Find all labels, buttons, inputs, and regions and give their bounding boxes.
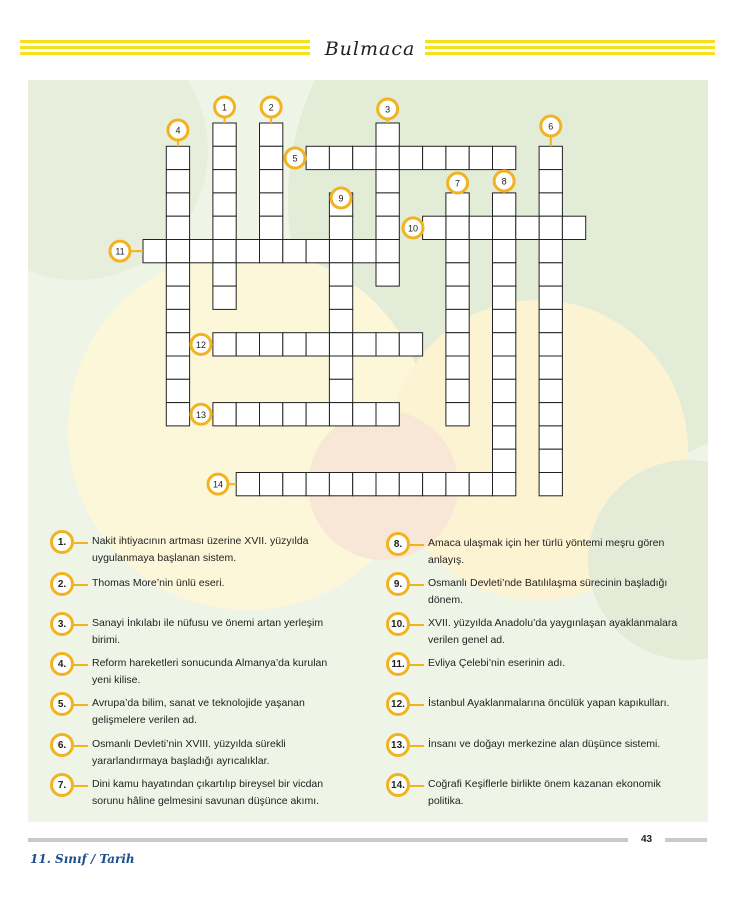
grid-cell[interactable]	[376, 146, 399, 169]
clue-item	[50, 773, 347, 810]
grid-cell[interactable]	[469, 473, 492, 496]
clue-tick	[74, 624, 88, 626]
clue-tick	[410, 785, 424, 787]
grid-cell[interactable]	[166, 193, 189, 216]
grid-cell[interactable]	[469, 146, 492, 169]
grid-cell[interactable]	[306, 403, 329, 426]
clue-badge: 13.	[386, 733, 410, 757]
grid-cell[interactable]	[260, 333, 283, 356]
grid-cell[interactable]	[236, 333, 259, 356]
grid-cell[interactable]	[516, 216, 539, 239]
grid-cell[interactable]	[376, 333, 399, 356]
grid-cell[interactable]	[539, 426, 562, 449]
grid-cell[interactable]	[539, 263, 562, 286]
grid-cell[interactable]	[423, 473, 446, 496]
grid-cell[interactable]	[562, 216, 585, 239]
grid-cell[interactable]	[213, 146, 236, 169]
clue-badge: 12.	[386, 692, 410, 716]
grid-cell[interactable]	[329, 473, 352, 496]
clue-text: Osmanlı Devleti’nin XVIII. yüzyılda sürekli yararlandırmaya başladığı ayrıcalıklar.	[92, 738, 286, 767]
grid-cell[interactable]	[166, 263, 189, 286]
clue-number: 13	[195, 409, 207, 420]
clue-number: 6	[548, 121, 554, 132]
clue-tick	[410, 584, 424, 586]
grid-cell[interactable]	[166, 286, 189, 309]
grid-cell[interactable]	[446, 240, 469, 263]
grid-cell[interactable]	[539, 146, 562, 169]
grid-cell[interactable]	[236, 403, 259, 426]
clue-tick	[74, 745, 88, 747]
clue-text: Reform hareketleri sonucunda Almanya’da kurulan yeni kilise.	[92, 657, 328, 686]
grid-cell[interactable]	[236, 473, 259, 496]
clue-item	[50, 612, 347, 649]
clue-tick	[74, 664, 88, 666]
grid-cell[interactable]	[213, 216, 236, 239]
clue-item	[50, 530, 347, 567]
clue-text: İstanbul Ayaklanmalarına öncülük yapan kapıkulları.	[428, 697, 670, 709]
grid-cell[interactable]	[539, 286, 562, 309]
grid-cell[interactable]	[353, 146, 376, 169]
grid-cell[interactable]	[260, 473, 283, 496]
grid-cell[interactable]	[306, 333, 329, 356]
grid-cell[interactable]	[399, 473, 422, 496]
clue-badge: 5.	[50, 692, 74, 716]
grid-cell[interactable]	[329, 356, 352, 379]
grid-cell[interactable]	[446, 216, 469, 239]
grid-cell[interactable]	[493, 216, 516, 239]
grid-cell[interactable]	[213, 240, 236, 263]
grid-cell[interactable]	[493, 426, 516, 449]
grid-cell[interactable]	[143, 240, 166, 263]
grid-cell[interactable]	[329, 379, 352, 402]
clue-item	[386, 652, 683, 676]
grid-cell[interactable]	[493, 286, 516, 309]
grid-cell[interactable]	[493, 240, 516, 263]
clue-text: Sanayi İnkılabı ile nüfusu ve önemi artan yerleşim birimi.	[92, 617, 324, 646]
clue-item	[386, 733, 683, 757]
clue-number: 3	[385, 104, 391, 115]
clue-text: Nakit ihtiyacının artması üzerine XVII. yüzyılda uygulanmaya başlanan sistem.	[92, 535, 309, 564]
grid-cell[interactable]	[260, 403, 283, 426]
grid-cell[interactable]	[306, 473, 329, 496]
grid-cell[interactable]	[446, 309, 469, 332]
grid-cell[interactable]	[446, 333, 469, 356]
grid-cell[interactable]	[446, 356, 469, 379]
grid-cell[interactable]	[213, 123, 236, 146]
grid-cell[interactable]	[260, 123, 283, 146]
grid-cell[interactable]	[166, 356, 189, 379]
clue-number: 1	[222, 102, 228, 113]
grid-cell[interactable]	[260, 170, 283, 193]
grid-cell[interactable]	[539, 379, 562, 402]
book-label: 11. Sınıf / Tarih	[30, 852, 135, 866]
grid-cell[interactable]	[376, 240, 399, 263]
footer-divider	[28, 838, 628, 842]
grid-cell[interactable]	[493, 449, 516, 472]
grid-cell[interactable]	[493, 193, 516, 216]
grid-cell[interactable]	[423, 216, 446, 239]
clue-badge: 10.	[386, 612, 410, 636]
grid-cell[interactable]	[353, 403, 376, 426]
grid-cell[interactable]	[283, 473, 306, 496]
clue-number: 11	[115, 246, 125, 257]
grid-cell[interactable]	[260, 240, 283, 263]
clue-badge: 4.	[50, 652, 74, 676]
grid-cell[interactable]	[260, 146, 283, 169]
grid-cell[interactable]	[539, 449, 562, 472]
clue-text: Amaca ulaşmak için her türlü yöntemi meşru gören anlayış.	[428, 537, 665, 566]
grid-cell[interactable]	[493, 146, 516, 169]
grid-cell[interactable]	[260, 193, 283, 216]
grid-cell[interactable]	[469, 216, 492, 239]
clue-badge: 1.	[50, 530, 74, 554]
grid-cell[interactable]	[353, 240, 376, 263]
grid-cell[interactable]	[376, 473, 399, 496]
clue-number: 12	[195, 339, 207, 350]
grid-cell[interactable]	[539, 356, 562, 379]
grid-cell[interactable]	[329, 263, 352, 286]
clue-item	[50, 692, 347, 729]
clue-badge: 6.	[50, 733, 74, 757]
clue-badge: 3.	[50, 612, 74, 636]
clue-item	[50, 733, 347, 770]
grid-cell[interactable]	[376, 193, 399, 216]
grid-cell[interactable]	[166, 146, 189, 169]
clue-number: 8	[501, 176, 507, 187]
clue-number: 14	[212, 479, 224, 490]
page-number: 43	[641, 834, 653, 845]
grid-cell[interactable]	[539, 193, 562, 216]
clue-text: XVII. yüzyılda Anadolu’da yaygınlaşan ayaklanmalara verilen genel ad.	[428, 617, 678, 646]
grid-cell[interactable]	[446, 403, 469, 426]
grid-cell[interactable]	[446, 193, 469, 216]
grid-cell[interactable]	[539, 170, 562, 193]
grid-cell[interactable]	[260, 216, 283, 239]
grid-cell[interactable]	[353, 473, 376, 496]
grid-cell[interactable]	[376, 263, 399, 286]
grid-cell[interactable]	[166, 240, 189, 263]
grid-cell[interactable]	[166, 379, 189, 402]
grid-cell[interactable]	[539, 216, 562, 239]
grid-cell[interactable]	[213, 170, 236, 193]
grid-cell[interactable]	[306, 146, 329, 169]
clue-number: 2	[268, 102, 274, 113]
grid-cell[interactable]	[329, 286, 352, 309]
grid-cell[interactable]	[399, 333, 422, 356]
grid-cell[interactable]	[446, 379, 469, 402]
grid-cell[interactable]	[539, 333, 562, 356]
grid-cell[interactable]	[213, 263, 236, 286]
grid-cell[interactable]	[539, 240, 562, 263]
grid-cell[interactable]	[376, 216, 399, 239]
clue-number: 5	[292, 153, 298, 164]
clue-text: Osmanlı Devleti’nde Batılılaşma sürecinin başladığı dönem.	[428, 577, 668, 606]
clue-badge: 11.	[386, 652, 410, 676]
clue-number: 4	[175, 125, 181, 136]
grid-cell[interactable]	[329, 403, 352, 426]
grid-cell[interactable]	[213, 403, 236, 426]
grid-cell[interactable]	[539, 473, 562, 496]
grid-cell[interactable]	[329, 216, 352, 239]
grid-cell[interactable]	[329, 146, 352, 169]
grid-cell[interactable]	[236, 240, 259, 263]
clue-item	[386, 532, 683, 569]
grid-cell[interactable]	[166, 333, 189, 356]
grid-cell[interactable]	[190, 240, 213, 263]
clue-item	[386, 572, 683, 609]
grid-cell[interactable]	[166, 309, 189, 332]
clue-tick	[74, 584, 88, 586]
clue-item	[386, 773, 683, 810]
clue-badge: 8.	[386, 532, 410, 556]
grid-cell[interactable]	[329, 309, 352, 332]
grid-cell[interactable]	[493, 379, 516, 402]
grid-cell[interactable]	[166, 216, 189, 239]
grid-cell[interactable]	[166, 403, 189, 426]
clue-tick	[410, 664, 424, 666]
clue-badge: 7.	[50, 773, 74, 797]
grid-cell[interactable]	[539, 403, 562, 426]
grid-cell[interactable]	[376, 170, 399, 193]
grid-cell[interactable]	[446, 286, 469, 309]
grid-cell[interactable]	[493, 356, 516, 379]
grid-cell[interactable]	[493, 403, 516, 426]
page-title: Bulmaca	[324, 38, 416, 60]
clue-text: İnsanı ve doğayı merkezine alan düşünce sistemi.	[428, 738, 661, 750]
grid-cell[interactable]	[166, 170, 189, 193]
grid-cell[interactable]	[493, 333, 516, 356]
clue-text: Dini kamu hayatından çıkartılıp bireysel bir vicdan sorunu hâline gelmesini savunan düşünce akımı.	[92, 778, 324, 807]
clue-text: Evliya Çelebi’nin eserinin adı.	[428, 657, 566, 669]
grid-cell[interactable]	[493, 473, 516, 496]
grid-cell[interactable]	[539, 309, 562, 332]
clue-tick	[410, 704, 424, 706]
grid-cell[interactable]	[329, 333, 352, 356]
grid-cell[interactable]	[446, 146, 469, 169]
clue-tick	[410, 745, 424, 747]
grid-cell[interactable]	[376, 403, 399, 426]
grid-cell[interactable]	[213, 333, 236, 356]
clue-tick	[410, 544, 424, 546]
grid-cell[interactable]	[213, 193, 236, 216]
grid-cell[interactable]	[283, 403, 306, 426]
grid-cell[interactable]	[399, 146, 422, 169]
clue-item	[386, 612, 683, 649]
clue-tick	[74, 542, 88, 544]
grid-cell[interactable]	[353, 333, 376, 356]
clue-item	[50, 572, 347, 596]
clue-badge: 9.	[386, 572, 410, 596]
clue-tick	[74, 785, 88, 787]
grid-cell[interactable]	[493, 263, 516, 286]
clue-badge: 2.	[50, 572, 74, 596]
clue-item	[386, 692, 683, 716]
grid-cell[interactable]	[446, 473, 469, 496]
grid-cell[interactable]	[376, 123, 399, 146]
clue-number: 10	[407, 223, 419, 234]
grid-cell[interactable]	[306, 240, 329, 263]
clue-text: Coğrafi Keşiflerle birlikte önem kazanan ekonomik politika.	[428, 778, 661, 807]
grid-cell[interactable]	[446, 263, 469, 286]
grid-cell[interactable]	[283, 240, 306, 263]
clue-tick	[410, 624, 424, 626]
grid-cell[interactable]	[493, 309, 516, 332]
clue-text: Thomas More’nin ünlü eseri.	[92, 577, 225, 589]
grid-cell[interactable]	[423, 146, 446, 169]
grid-cell[interactable]	[283, 333, 306, 356]
grid-cell[interactable]	[213, 286, 236, 309]
clue-badge: 14.	[386, 773, 410, 797]
clue-item	[50, 652, 347, 689]
clue-text: Avrupa’da bilim, sanat ve teknolojide yaşanan gelişmelere verilen ad.	[92, 697, 305, 726]
clue-number: 9	[338, 193, 344, 204]
clue-number: 7	[455, 178, 461, 189]
grid-cell[interactable]	[329, 240, 352, 263]
footer-divider	[665, 838, 707, 842]
clue-tick	[74, 704, 88, 706]
